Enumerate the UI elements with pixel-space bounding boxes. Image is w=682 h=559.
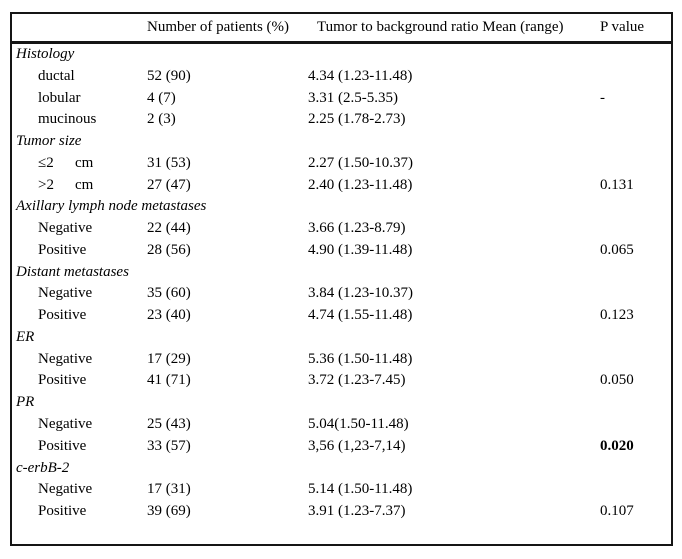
cell-pvalue: 0.050 <box>600 372 634 389</box>
cell-ratio: 5.04(1.50-11.48) <box>308 416 409 433</box>
section-row-tumor-size <box>12 131 671 153</box>
row-label <box>12 175 147 197</box>
cell-patients: 2 (3) <box>147 111 176 128</box>
row-label: Negative <box>38 220 93 237</box>
cell-patients: 31 (53) <box>147 154 191 171</box>
cell-ratio: 3.66 (1.23-8.79) <box>308 220 406 237</box>
table-row <box>12 153 671 175</box>
size-unit: cm <box>75 176 94 193</box>
table-row <box>12 305 671 327</box>
cell-patients: 23 (40) <box>147 307 191 324</box>
cell-patients: 28 (56) <box>147 241 191 258</box>
table-row <box>12 218 671 240</box>
table-row <box>12 175 671 197</box>
cell-patients: 41 (71) <box>147 372 191 389</box>
cell-patients: 4 (7) <box>147 89 176 106</box>
size-unit: cm <box>75 154 94 171</box>
row-label: Negative <box>38 350 93 367</box>
cell-ratio: 4.74 (1.55-11.48) <box>308 307 413 324</box>
section-title: Distant metastases <box>16 263 129 280</box>
cell-pvalue: 0.131 <box>600 176 634 193</box>
col-header-patients: Number of patients (%) <box>147 19 290 35</box>
section-title: c-erbB-2 <box>16 459 70 476</box>
cell-pvalue-significant: 0.020 <box>600 437 634 454</box>
section-title: Histology <box>16 46 75 62</box>
cell-ratio: 5.14 (1.50-11.48) <box>308 481 413 498</box>
cell-ratio: 4.90 (1.39-11.48) <box>308 241 413 258</box>
row-label: Positive <box>38 241 87 258</box>
section-title: Tumor size <box>16 133 82 150</box>
row-label: Positive <box>38 372 87 389</box>
cell-patients: 52 (90) <box>147 67 191 84</box>
row-label: Positive <box>38 307 87 324</box>
row-label: ductal <box>38 67 75 84</box>
section-title: Axillary lymph node metastases <box>16 198 207 215</box>
cell-patients: 33 (57) <box>147 437 191 454</box>
cell-ratio: 2.40 (1.23-11.48) <box>308 176 413 193</box>
cell-ratio: 2.25 (1.78-2.73) <box>308 111 406 128</box>
size-value: ≤2 <box>38 154 54 171</box>
cell-patients: 25 (43) <box>147 416 191 433</box>
cell-ratio: 2.27 (1.50-10.37) <box>308 154 413 171</box>
row-label: Negative <box>38 481 93 498</box>
table-row <box>12 283 671 305</box>
table-row <box>12 414 671 436</box>
cell-ratio: 3.31 (2.5-5.35) <box>308 89 398 106</box>
cell-patients: 17 (31) <box>147 481 191 498</box>
results-table <box>10 12 673 546</box>
cell-pvalue: 0.107 <box>600 503 634 520</box>
table-row <box>12 436 671 458</box>
cell-ratio: 4.34 (1.23-11.48) <box>308 67 413 84</box>
size-value: >2 <box>38 176 54 193</box>
table-row <box>12 501 671 523</box>
section-title: PR <box>16 394 35 411</box>
cell-ratio: 5.36 (1.50-11.48) <box>308 350 413 367</box>
table-row <box>12 66 671 88</box>
section-row-distant <box>12 262 671 284</box>
cell-ratio: 3.91 (1.23-7.37) <box>308 503 406 520</box>
row-label: Negative <box>38 285 93 302</box>
col-header-ratio: Tumor to background ratio Mean (range) <box>317 19 564 35</box>
row-label: Negative <box>38 416 93 433</box>
cell-patients: 17 (29) <box>147 350 191 367</box>
table-row <box>12 370 671 392</box>
cell-patients: 22 (44) <box>147 220 191 237</box>
cell-ratio: 3.84 (1.23-10.37) <box>308 285 413 302</box>
cell-pvalue: 0.065 <box>600 241 634 258</box>
section-title: ER <box>16 328 35 345</box>
cell-patients: 27 (47) <box>147 176 191 193</box>
cell-pvalue: 0.123 <box>600 307 634 324</box>
section-row-pr <box>12 392 671 414</box>
cell-pvalue: - <box>600 89 605 106</box>
table-row <box>12 88 671 110</box>
row-label: Positive <box>38 503 87 520</box>
col-header-pvalue: P value <box>600 19 645 35</box>
cell-patients: 39 (69) <box>147 503 191 520</box>
section-row-axillary <box>12 196 671 218</box>
cell-ratio: 3,56 (1,23-7,14) <box>308 437 406 454</box>
row-label: lobular <box>38 89 81 106</box>
section-row-er <box>12 327 671 349</box>
table-row <box>12 109 671 131</box>
row-label <box>12 153 147 175</box>
cell-patients: 35 (60) <box>147 285 191 302</box>
row-label: Positive <box>38 437 87 454</box>
table-header-row <box>12 14 671 44</box>
table-row <box>12 349 671 371</box>
row-label: mucinous <box>38 111 97 128</box>
section-row-histology <box>12 44 671 66</box>
table-row <box>12 479 671 501</box>
section-row-cerbb2 <box>12 458 671 480</box>
cell-ratio: 3.72 (1.23-7.45) <box>308 372 406 389</box>
table-row <box>12 240 671 262</box>
